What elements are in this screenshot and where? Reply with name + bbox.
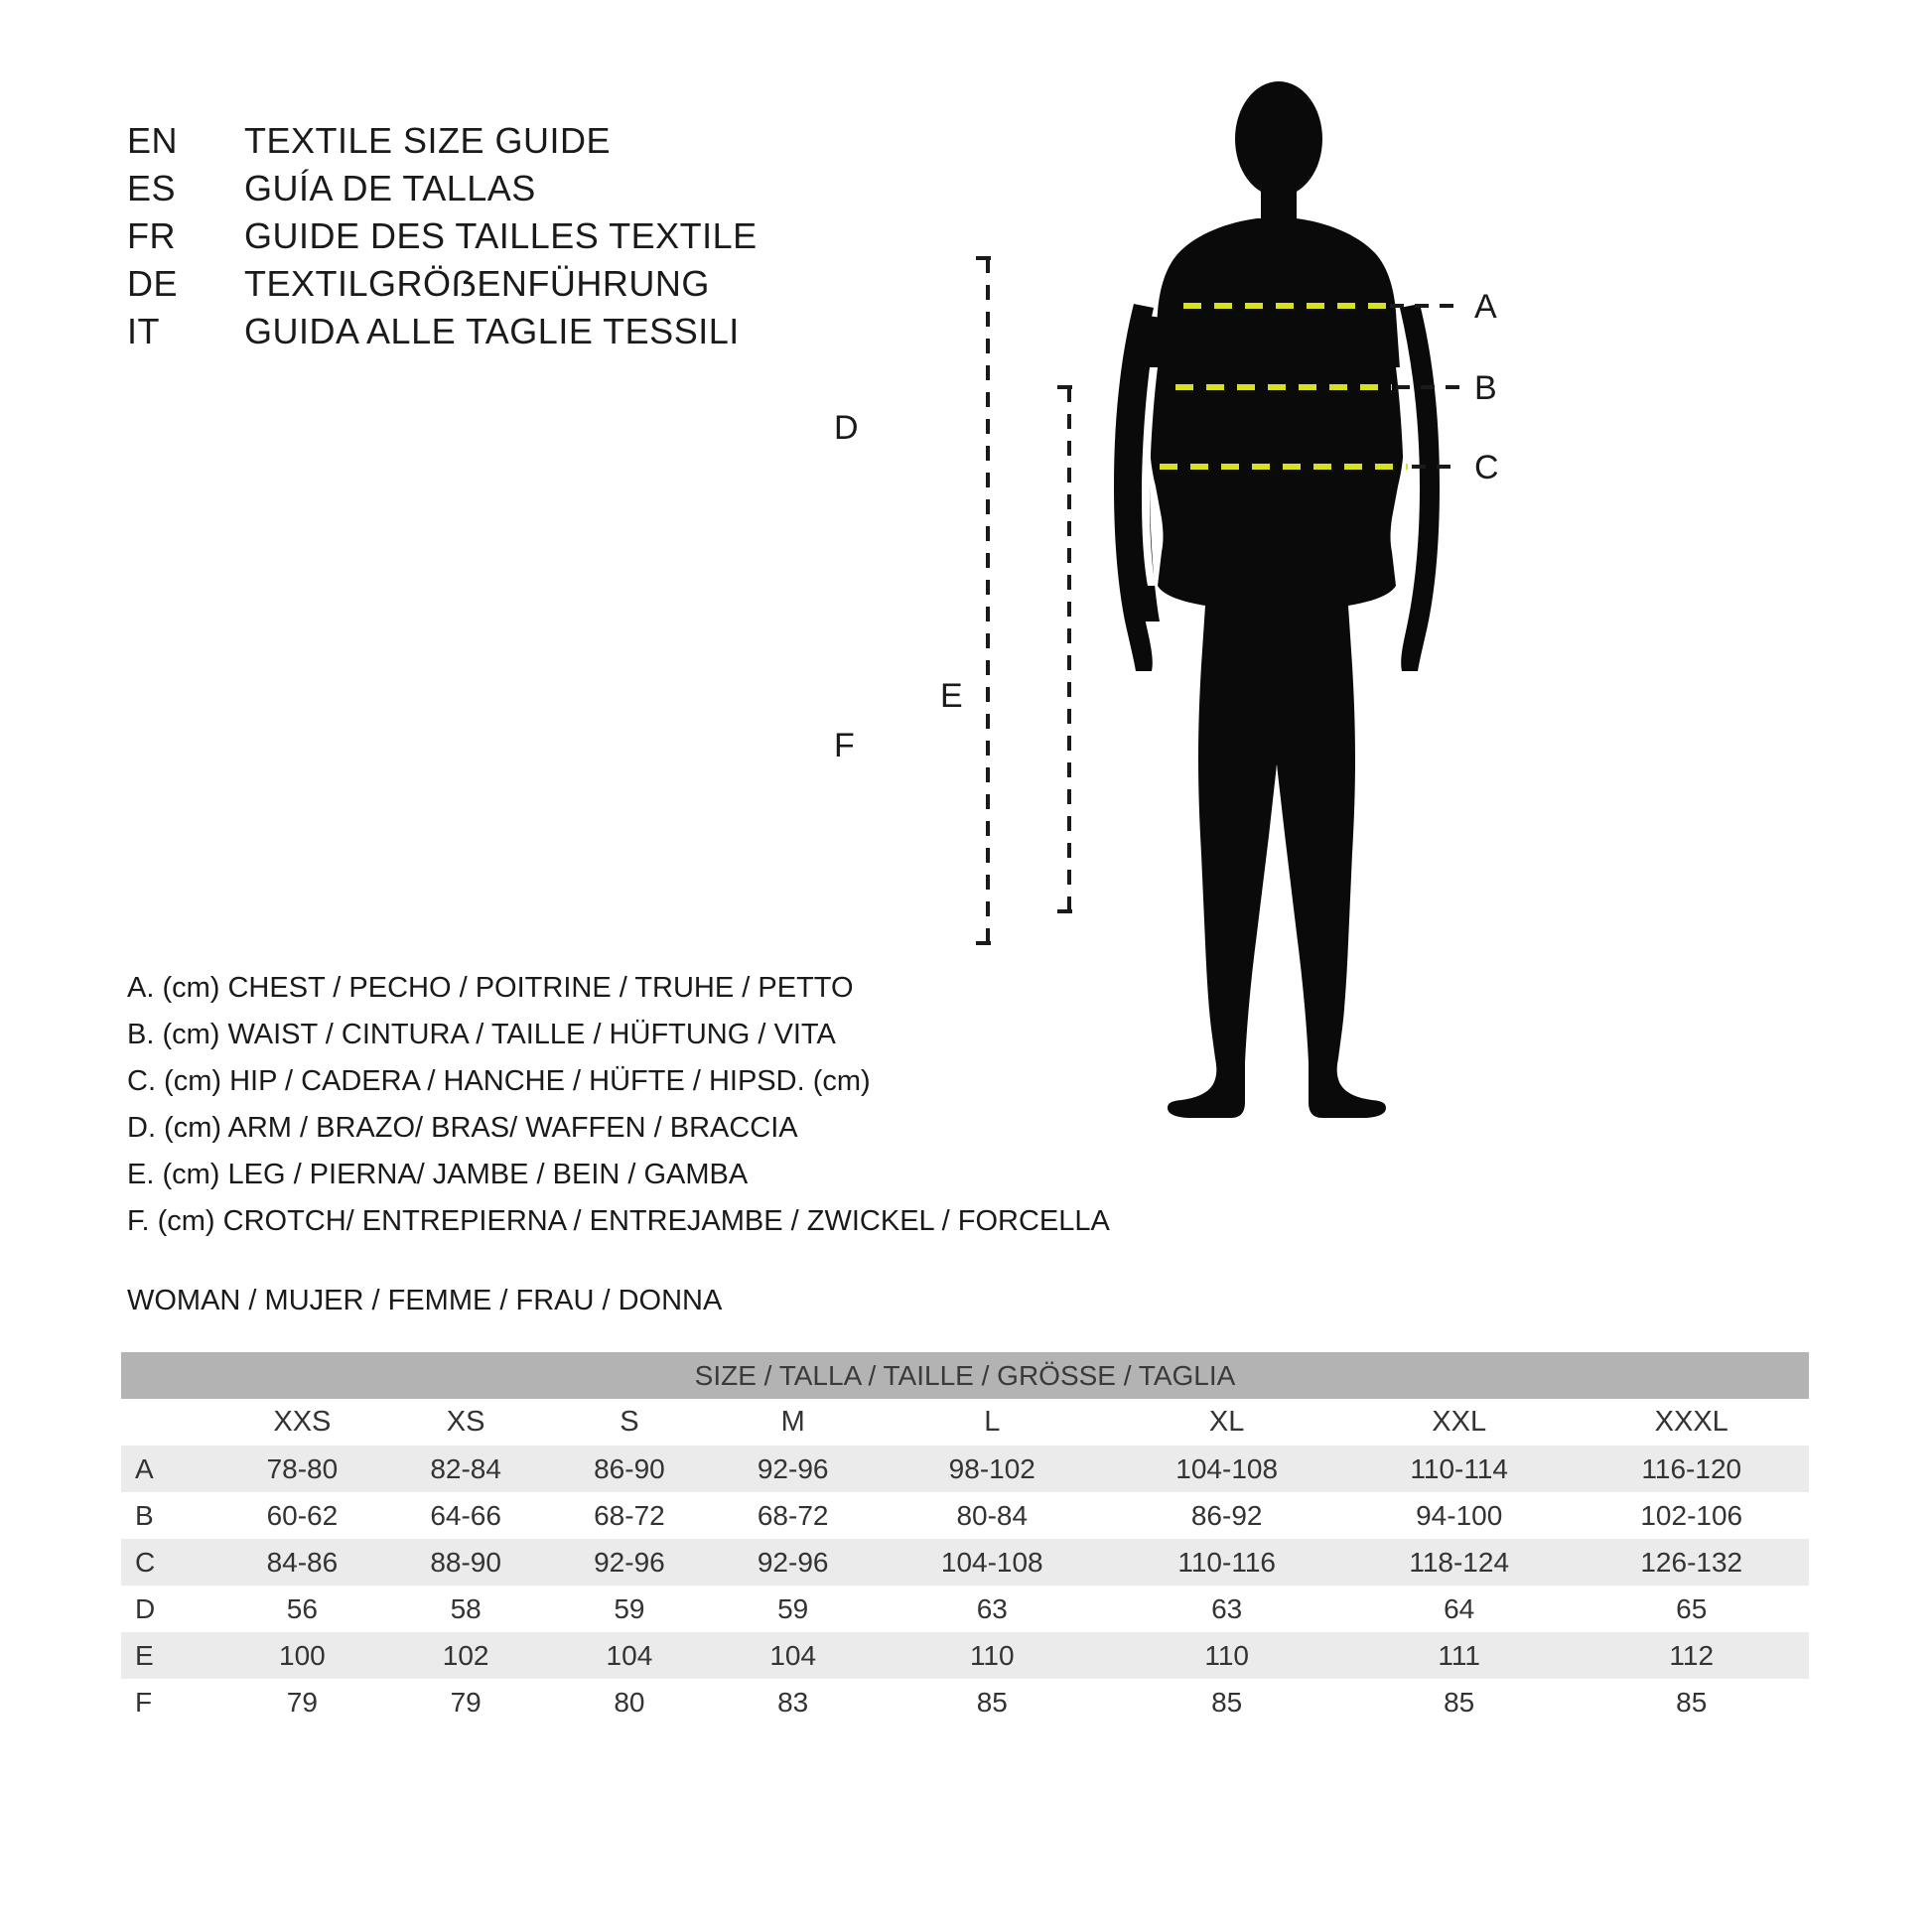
cell-f-xxl: 85: [1344, 1679, 1575, 1725]
cell-d-xs: 58: [384, 1586, 548, 1632]
title-lang-es: ES: [127, 167, 177, 208]
cell-c-xxxl: 126-132: [1575, 1539, 1810, 1586]
dimension-label-d: D: [834, 409, 859, 447]
dimension-label-e: E: [940, 677, 963, 715]
dimension-label-c: C: [1474, 449, 1499, 486]
legend-item-c: C. (cm) HIP / CADERA / HANCHE / HÜFTE / HIPSD. (cm): [127, 1064, 871, 1097]
table-row: [121, 1539, 1809, 1586]
cell-c-xl: 110-116: [1109, 1539, 1343, 1586]
table-row: [121, 1632, 1809, 1679]
table-header-label: SIZE / TALLA / TAILLE / GRÖSSE / TAGLIA: [121, 1352, 1809, 1399]
dimension-label-f: F: [834, 727, 855, 764]
row-label-a: A: [121, 1446, 220, 1492]
cell-a-l: 98-102: [875, 1446, 1109, 1492]
size-header-xs: XS: [384, 1399, 548, 1446]
size-header-l: L: [875, 1399, 1109, 1446]
title-row: [127, 260, 941, 308]
legend-item-b: B. (cm) WAIST / CINTURA / TAILLE / HÜFTUNG / VITA: [127, 1018, 836, 1050]
size-header-xxxl: XXXL: [1575, 1399, 1810, 1446]
cell-c-s: 92-96: [548, 1539, 712, 1586]
cell-a-m: 92-96: [711, 1446, 875, 1492]
female-silhouette: [1114, 81, 1440, 1118]
measurement-legend: [127, 965, 1219, 1245]
size-header-xl: XL: [1109, 1399, 1343, 1446]
title-lang-it: IT: [127, 310, 160, 351]
table-corner-cell: [121, 1399, 220, 1446]
cell-c-m: 92-96: [711, 1539, 875, 1586]
cell-e-xxl: 111: [1344, 1632, 1575, 1679]
table-row: [121, 1586, 1809, 1632]
cell-b-xxs: 60-62: [220, 1492, 384, 1539]
title-lang-en: EN: [127, 120, 179, 161]
row-label-b: B: [121, 1492, 220, 1539]
cell-e-m: 104: [711, 1632, 875, 1679]
cell-a-xxl: 110-114: [1344, 1446, 1575, 1492]
size-table: [121, 1352, 1809, 1725]
cell-d-s: 59: [548, 1586, 712, 1632]
size-header-xxl: XXL: [1344, 1399, 1575, 1446]
cell-b-xl: 86-92: [1109, 1492, 1343, 1539]
cell-e-xs: 102: [384, 1632, 548, 1679]
cell-f-xxs: 79: [220, 1679, 384, 1725]
cell-a-xs: 82-84: [384, 1446, 548, 1492]
table-header-row: [121, 1352, 1809, 1399]
size-guide-title-block: [127, 117, 941, 354]
cell-e-l: 110: [875, 1632, 1109, 1679]
group-caption: WOMAN / MUJER / FEMME / FRAU / DONNA: [127, 1285, 723, 1316]
table-row: [121, 1492, 1809, 1539]
cell-f-s: 80: [548, 1679, 712, 1725]
cell-a-xl: 104-108: [1109, 1446, 1343, 1492]
table-row: [121, 1679, 1809, 1725]
legend-item-a: A. (cm) CHEST / PECHO / POITRINE / TRUHE / PETTO: [127, 972, 854, 1004]
cell-b-xxl: 94-100: [1344, 1492, 1575, 1539]
title-row: [127, 212, 941, 260]
title-text-fr: GUIDE DES TAILLES TEXTILE: [244, 214, 758, 256]
cell-e-xxs: 100: [220, 1632, 384, 1679]
dimension-label-b: B: [1474, 369, 1497, 407]
cell-c-xs: 88-90: [384, 1539, 548, 1586]
row-label-f: F: [121, 1679, 220, 1725]
title-lang-de: DE: [127, 262, 179, 304]
cell-f-xs: 79: [384, 1679, 548, 1725]
table-size-row: [121, 1399, 1809, 1446]
cell-d-xxxl: 65: [1575, 1586, 1810, 1632]
cell-a-s: 86-90: [548, 1446, 712, 1492]
title-lang-fr: FR: [127, 214, 176, 256]
cell-c-xxs: 84-86: [220, 1539, 384, 1586]
cell-c-l: 104-108: [875, 1539, 1109, 1586]
cell-c-xxl: 118-124: [1344, 1539, 1575, 1586]
legend-item-e: E. (cm) LEG / PIERNA/ JAMBE / BEIN / GAMBA: [127, 1158, 749, 1190]
row-label-d: D: [121, 1586, 220, 1632]
title-text-en: TEXTILE SIZE GUIDE: [244, 120, 612, 161]
size-header-m: M: [711, 1399, 875, 1446]
table-row: [121, 1446, 1809, 1492]
size-header-s: S: [548, 1399, 712, 1446]
cell-d-xxl: 64: [1344, 1586, 1575, 1632]
cell-b-xs: 64-66: [384, 1492, 548, 1539]
cell-a-xxs: 78-80: [220, 1446, 384, 1492]
row-label-c: C: [121, 1539, 220, 1586]
size-header-xxs: XXS: [220, 1399, 384, 1446]
legend-item-d: D. (cm) ARM / BRAZO/ BRAS/ WAFFEN / BRACCIA: [127, 1111, 798, 1144]
cell-d-l: 63: [875, 1586, 1109, 1632]
cell-f-l: 85: [875, 1679, 1109, 1725]
title-text-de: TEXTILGRÖẞENFÜHRUNG: [244, 262, 710, 304]
cell-e-s: 104: [548, 1632, 712, 1679]
cell-b-m: 68-72: [711, 1492, 875, 1539]
cell-f-m: 83: [711, 1679, 875, 1725]
cell-b-l: 80-84: [875, 1492, 1109, 1539]
cell-d-xl: 63: [1109, 1586, 1343, 1632]
title-row: [127, 117, 941, 165]
title-row: [127, 165, 941, 212]
cell-f-xxxl: 85: [1575, 1679, 1810, 1725]
title-row: [127, 308, 941, 355]
cell-a-xxxl: 116-120: [1575, 1446, 1810, 1492]
cell-b-s: 68-72: [548, 1492, 712, 1539]
cell-f-xl: 85: [1109, 1679, 1343, 1725]
title-text-it: GUIDA ALLE TAGLIE TESSILI: [244, 310, 740, 351]
dimension-label-a: A: [1474, 288, 1497, 326]
cell-b-xxxl: 102-106: [1575, 1492, 1810, 1539]
row-label-e: E: [121, 1632, 220, 1679]
cell-e-xl: 110: [1109, 1632, 1343, 1679]
legend-item-f: F. (cm) CROTCH/ ENTREPIERNA / ENTREJAMBE / ZWICKEL / FORCELLA: [127, 1204, 1110, 1237]
cell-d-m: 59: [711, 1586, 875, 1632]
title-text-es: GUÍA DE TALLAS: [244, 167, 536, 208]
cell-d-xxs: 56: [220, 1586, 384, 1632]
cell-e-xxxl: 112: [1575, 1632, 1810, 1679]
